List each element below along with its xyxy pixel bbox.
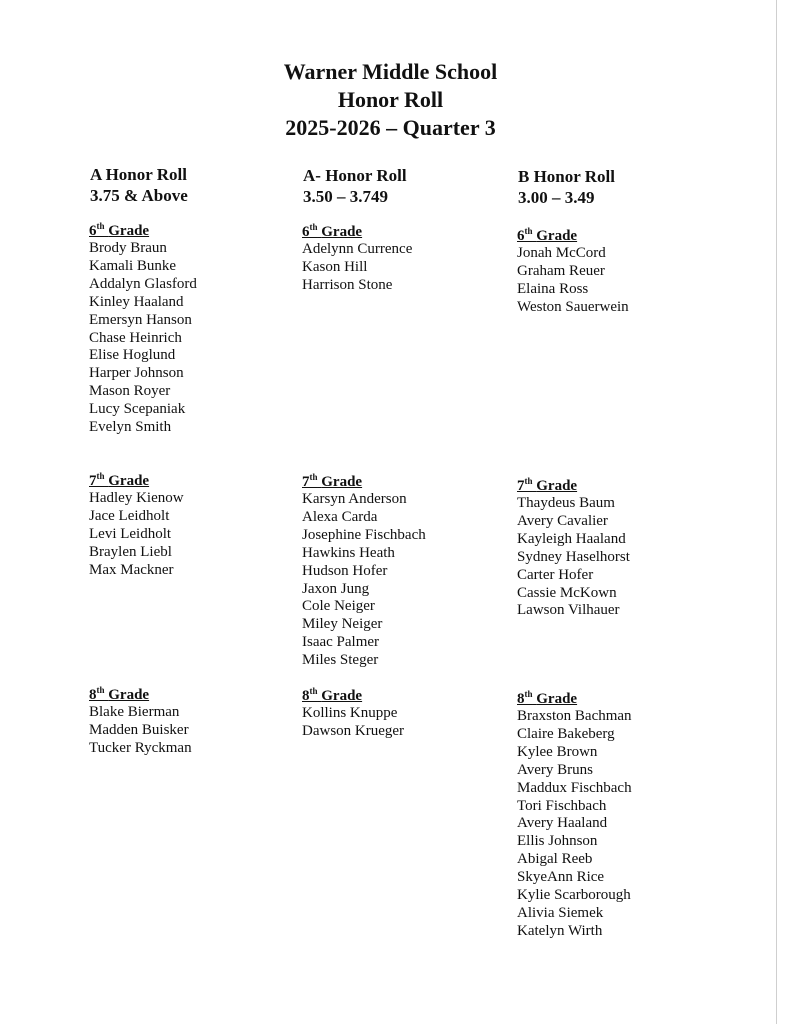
grade-number: 7 <box>517 478 525 494</box>
grade-heading <box>89 222 197 240</box>
student-name: Jace Leidholt <box>89 507 170 524</box>
student-name: Emersyn Hanson <box>89 311 192 328</box>
student-name: Adelynn Currence <box>302 241 413 257</box>
title-block <box>0 58 781 142</box>
student-name: Cassie McKown <box>517 584 617 601</box>
student-name: Kinley Haaland <box>89 293 184 310</box>
grade-heading <box>302 473 426 491</box>
student-name: Lawson Vilhauer <box>517 602 620 619</box>
grade-number: 6 <box>302 224 310 240</box>
student-name: Addalyn Glasford <box>89 275 197 292</box>
student-list <box>517 495 630 620</box>
grade-heading <box>89 472 184 490</box>
student-name: Alexa Carda <box>302 508 378 525</box>
grade-ordinal-suffix: th <box>96 221 105 231</box>
grade-section-7th <box>89 472 184 580</box>
grade-ordinal-suffix: th <box>524 689 533 699</box>
student-name: Jonah McCord <box>517 245 606 261</box>
scan-edge-line <box>776 0 777 1024</box>
grade-ordinal-suffix: th <box>309 686 318 696</box>
grade-heading <box>517 227 629 245</box>
term-title: 2025-2026 – Quarter 3 <box>285 115 496 140</box>
grade-number: 8 <box>89 687 97 703</box>
student-name: Braylen Liebl <box>89 543 172 560</box>
student-list <box>302 491 426 670</box>
grade-number: 8 <box>302 688 310 704</box>
student-list <box>89 704 192 758</box>
gpa-range: 3.75 & Above <box>90 186 188 205</box>
grade-word: Grade <box>321 688 363 704</box>
school-name: Warner Middle School <box>283 59 498 84</box>
grade-section-8th <box>302 687 404 741</box>
honor-roll-name: A Honor Roll <box>90 165 187 184</box>
grade-heading <box>89 686 192 704</box>
grade-word: Grade <box>536 691 578 707</box>
student-name: Evelyn Smith <box>89 419 172 436</box>
honor-roll-name: A- Honor Roll <box>303 166 407 185</box>
grade-word: Grade <box>536 478 578 494</box>
student-name: Max Mackner <box>89 561 174 578</box>
student-name: Hadley Kienow <box>89 490 184 506</box>
student-list <box>517 245 629 317</box>
grade-heading <box>517 477 630 495</box>
student-name: Avery Bruns <box>517 761 593 778</box>
student-name: Claire Bakeberg <box>517 725 615 742</box>
student-name: Alivia Siemek <box>517 904 604 921</box>
grade-number: 7 <box>89 473 97 489</box>
student-name: Miles Steger <box>302 652 379 669</box>
student-name: Tucker Ryckman <box>89 739 192 756</box>
student-name: Madden Buisker <box>89 721 189 738</box>
grade-heading <box>302 687 404 705</box>
grade-ordinal-suffix: th <box>96 471 105 481</box>
document-title: Honor Roll <box>337 87 444 112</box>
grade-ordinal-suffix: th <box>309 222 318 232</box>
student-name: Harrison Stone <box>302 276 393 293</box>
student-name: Levi Leidholt <box>89 525 172 542</box>
student-name: Elaina Ross <box>517 280 589 297</box>
grade-word: Grade <box>108 223 150 239</box>
student-name: Kollins Knuppe <box>302 705 398 721</box>
student-name: Miley Neiger <box>302 616 383 633</box>
student-list <box>302 705 404 741</box>
student-name: Cole Neiger <box>302 598 375 615</box>
student-list <box>89 240 197 437</box>
student-name: Hawkins Heath <box>302 544 395 561</box>
grade-section-6th <box>302 223 412 295</box>
student-name: Avery Cavalier <box>517 512 608 529</box>
gpa-range: 3.50 – 3.749 <box>303 187 388 206</box>
column-heading-b-honor-roll <box>518 166 615 208</box>
student-name: Kason Hill <box>302 258 368 275</box>
student-name: Weston Sauerwein <box>517 298 629 315</box>
grade-word: Grade <box>321 224 363 240</box>
student-list <box>89 490 184 580</box>
student-list <box>517 708 632 941</box>
grade-section-7th <box>302 473 426 670</box>
grade-section-8th <box>517 690 632 941</box>
grade-number: 6 <box>89 223 97 239</box>
student-name: Kamali Bunke <box>89 257 177 274</box>
student-name: Braxston Bachman <box>517 708 632 724</box>
student-name: Thaydeus Baum <box>517 495 615 511</box>
student-name: SkyeAnn Rice <box>517 869 605 886</box>
student-name: Jaxon Jung <box>302 580 370 597</box>
grade-heading <box>302 223 412 241</box>
grade-section-6th <box>89 222 197 437</box>
student-name: Maddux Fischbach <box>517 779 632 796</box>
grade-number: 6 <box>517 228 525 244</box>
grade-ordinal-suffix: th <box>524 226 533 236</box>
student-name: Avery Haaland <box>517 815 608 832</box>
student-name: Carter Hofer <box>517 566 594 583</box>
grade-ordinal-suffix: th <box>524 476 533 486</box>
student-name: Hudson Hofer <box>302 562 388 579</box>
student-name: Isaac Palmer <box>302 634 380 651</box>
student-list <box>302 241 412 295</box>
student-name: Dawson Krueger <box>302 722 405 739</box>
grade-section-8th <box>89 686 192 758</box>
grade-word: Grade <box>321 474 363 490</box>
grade-ordinal-suffix: th <box>309 472 318 482</box>
student-name: Abigal Reeb <box>517 851 593 868</box>
grade-word: Grade <box>536 228 578 244</box>
student-name: Katelyn Wirth <box>517 922 603 939</box>
student-name: Elise Hoglund <box>89 347 176 364</box>
student-name: Sydney Haselhorst <box>517 548 630 565</box>
student-name: Graham Reuer <box>517 262 605 279</box>
grade-number: 7 <box>302 474 310 490</box>
student-name: Kylee Brown <box>517 743 598 760</box>
honor-roll-name: B Honor Roll <box>518 167 615 186</box>
grade-word: Grade <box>108 687 150 703</box>
column-heading-a-honor-roll <box>303 165 407 207</box>
student-name: Karsyn Anderson <box>302 491 407 507</box>
student-name: Brody Braun <box>89 240 167 256</box>
grade-ordinal-suffix: th <box>96 685 105 695</box>
student-name: Tori Fischbach <box>517 797 607 814</box>
student-name: Kayleigh Haaland <box>517 530 626 547</box>
student-name: Mason Royer <box>89 383 171 400</box>
student-name: Blake Bierman <box>89 704 180 720</box>
grade-number: 8 <box>517 691 525 707</box>
student-name: Ellis Johnson <box>517 833 598 850</box>
student-name: Josephine Fischbach <box>302 526 426 543</box>
student-name: Harper Johnson <box>89 365 184 382</box>
column-heading-a-honor-roll <box>90 164 188 206</box>
grade-section-7th <box>517 477 630 620</box>
grade-word: Grade <box>108 473 150 489</box>
gpa-range: 3.00 – 3.49 <box>518 188 595 207</box>
student-name: Chase Heinrich <box>89 329 182 346</box>
grade-section-6th <box>517 227 629 317</box>
student-name: Lucy Scepaniak <box>89 401 186 418</box>
grade-heading <box>517 690 632 708</box>
student-name: Kylie Scarborough <box>517 887 631 904</box>
